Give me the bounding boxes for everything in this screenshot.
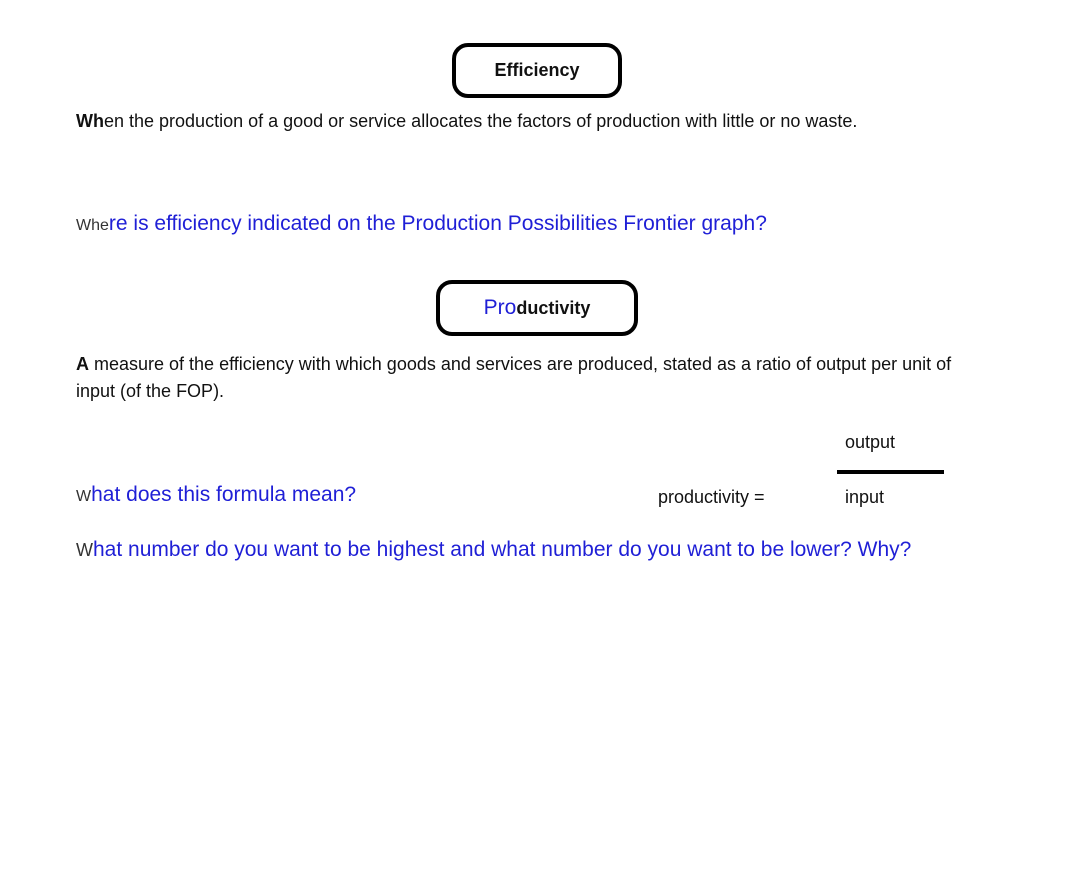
formula-question-lead: W [76, 488, 92, 505]
efficiency-definition [76, 108, 976, 135]
formula-question-rest: hat does this formula mean? [91, 483, 357, 506]
formula-numerator: output [845, 432, 896, 452]
efficiency-title: Efficiency [494, 60, 580, 80]
productivity-definition-rest: measure of the efficiency with which goods and services are produced, stated as a ratio of output per unit of input (of the FOP). [76, 354, 952, 401]
productivity-title-lead: Pro [483, 296, 517, 319]
productivity-title-rest: ductivity [516, 297, 591, 318]
highest-lowest-question-rest: hat number do you want to be highest and what number do you want to be lower? Why? [93, 538, 912, 561]
productivity-definition [76, 351, 976, 405]
efficiency-question-rest: re is efficiency indicated on the Production Possibilities Frontier graph? [108, 212, 767, 235]
efficiency-question [76, 212, 767, 236]
formula-question [76, 483, 356, 507]
highest-lowest-question-lead: W [76, 540, 93, 560]
efficiency-definition-rest: en the production of a good or service allocates the factors of production with little or no waste. [103, 111, 858, 131]
formula-label: productivity = [658, 487, 765, 507]
efficiency-title-box [452, 43, 622, 98]
highest-lowest-question [76, 535, 1036, 565]
fraction-bar [837, 470, 944, 474]
productivity-definition-lead: A [76, 354, 89, 374]
productivity-title-box [436, 280, 638, 336]
efficiency-question-lead: Whe [76, 217, 109, 234]
efficiency-definition-lead: Wh [76, 111, 104, 131]
formula-denominator: input [845, 487, 885, 507]
